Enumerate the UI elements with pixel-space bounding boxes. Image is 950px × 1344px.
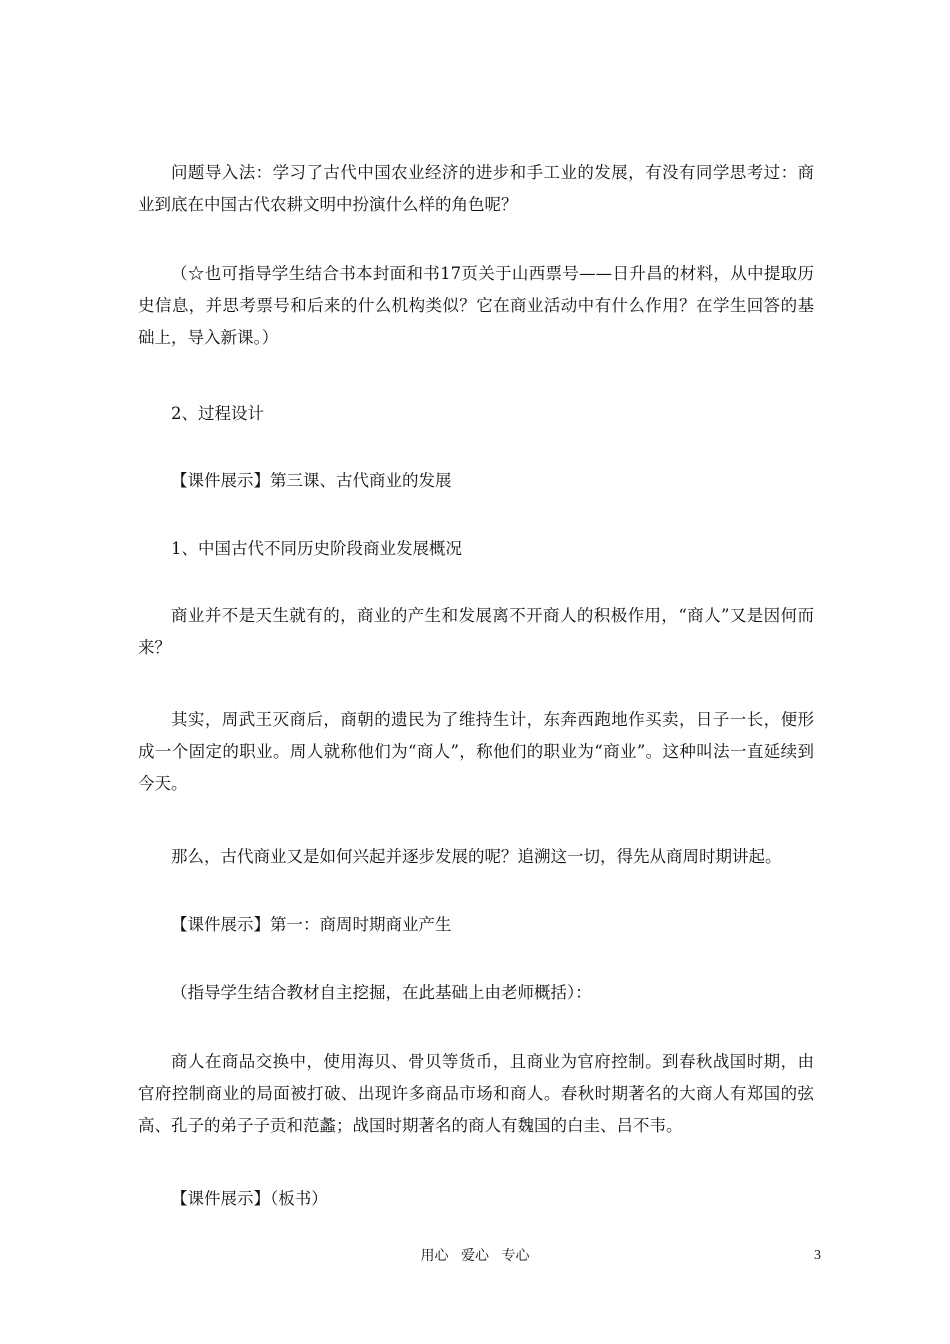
paragraph-merchant-origin: 其实，周武王灭商后，商朝的遗民为了维持生计，东奔西跑地作买卖，日子一长，便形成一个固定的职业。周人就称他们为“商人”，称他们的职业为“商业”。这种叫法一直延续到今天。 — [138, 710, 814, 793]
page-number: 3 — [814, 1248, 821, 1263]
courseware-heading-lesson-three: 【课件展示】第三课、古代商业的发展 — [171, 471, 452, 490]
paragraph-guidance-note: （指导学生结合教材自主挖掘，在此基础上由老师概括）： — [171, 983, 592, 1002]
paragraph-origin-question: 商业并不是天生就有的，商业的产生和发展离不开商人的积极作用，“商人”又是因何而来？ — [138, 606, 814, 657]
section-heading-process-design: 2、过程设计 — [171, 404, 264, 423]
courseware-heading-blackboard: 【课件展示】（板书） — [171, 1189, 328, 1208]
paragraph-transition: 那么，古代商业又是如何兴起并逐步发展的呢？追溯这一切，得先从商周时期讲起。 — [171, 847, 782, 866]
paragraph-intro-question: 问题导入法：学习了古代中国农业经济的进步和手工业的发展，有没有同学思考过：商业到底在中国古代农耕文明中扮演什么样的角色呢？ — [138, 163, 814, 214]
courseware-heading-shang-zhou: 【课件展示】第一：商周时期商业产生 — [171, 915, 452, 934]
paragraph-teaching-tip: （☆也可指导学生结合书本封面和书17页关于山西票号——日升昌的材料，从中提取历史信息，并思考票号和后来的什么机构类似？它在商业活动中有什么作用？在学生回答的基础上，导入新课。） — [138, 264, 814, 347]
paragraph-shang-zhou-commerce: 商人在商品交换中，使用海贝、骨贝等货币，且商业为官府控制。到春秋战国时期，由官府控制商业的局面被打破、出现许多商品市场和商人。春秋时期著名的大商人有郑国的弦高、孔子的弟子子贡和范蠡；战国时期著名的商人有魏国的白圭、吕不韦。 — [138, 1052, 814, 1135]
footer-motto: 用心 爱心 专心 — [420, 1248, 530, 1264]
subheading-commerce-overview: 1、中国古代不同历史阶段商业发展概况 — [171, 539, 462, 558]
